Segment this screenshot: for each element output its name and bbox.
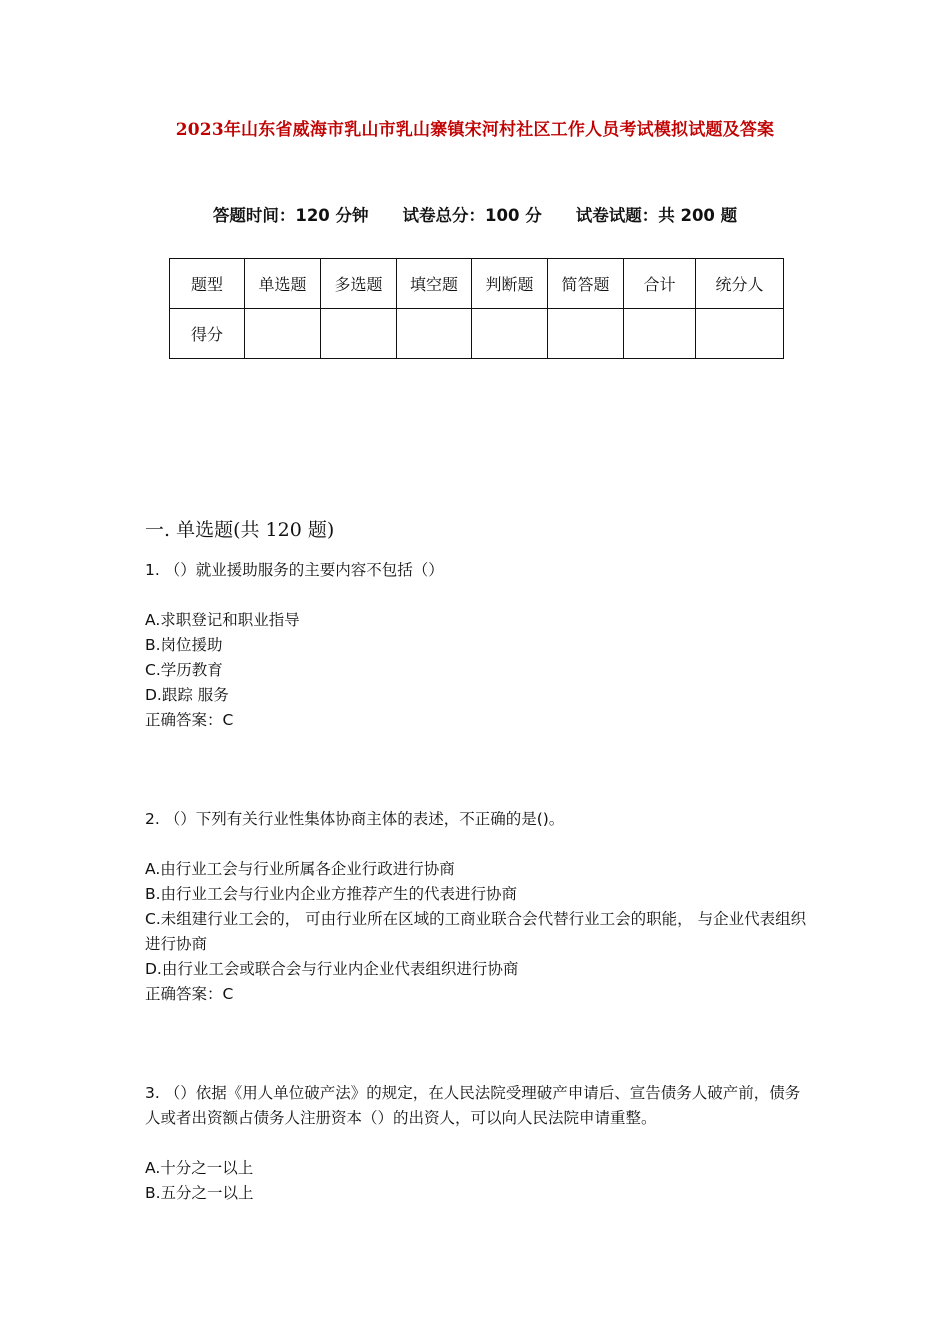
question-stem: 1. （）就业援助服务的主要内容不包括（）: [145, 561, 444, 579]
exam-meta: [0, 202, 950, 226]
score-cell: [624, 309, 696, 359]
correct-answer: 正确答案：C: [145, 711, 234, 729]
score-cell: [548, 309, 624, 359]
header-cell-single: 单选题: [245, 259, 321, 309]
header-cell-scorer: 统分人: [696, 259, 784, 309]
option-a: A.由行业工会与行业所属各企业行政进行协商: [145, 860, 455, 878]
option-b: B.由行业工会与行业内企业方推荐产生的代表进行协商: [145, 885, 518, 903]
question-3: [145, 1081, 810, 1206]
score-cell: [321, 309, 397, 359]
correct-answer: 正确答案：C: [145, 985, 234, 1003]
exam-question-count: 试卷试题：共 200 题: [575, 206, 738, 225]
header-cell-total: 合计: [624, 259, 696, 309]
score-table-header-row: [170, 259, 784, 309]
score-row-label: 得分: [170, 309, 245, 359]
score-cell: [472, 309, 548, 359]
header-cell-judge: 判断题: [472, 259, 548, 309]
header-cell-type: 题型: [170, 259, 245, 309]
option-d: D.跟踪 服务: [145, 686, 229, 704]
section-title: 一. 单选题(共 120 题): [145, 519, 335, 541]
option-a: A.十分之一以上: [145, 1159, 254, 1177]
exam-time: 答题时间：120 分钟: [212, 206, 369, 225]
header-cell-short: 简答题: [548, 259, 624, 309]
score-table: [169, 258, 784, 359]
question-stem: 3. （）依据《用人单位破产法》的规定，在人民法院受理破产申请后、宣告债务人破产前，债务人或者出资额占债务人注册资本（）的出资人，可以向人民法院申请重整。: [145, 1084, 801, 1127]
question-2: [145, 807, 810, 1007]
header-cell-fill: 填空题: [397, 259, 472, 309]
score-cell: [397, 309, 472, 359]
question-1: [145, 558, 810, 733]
score-table-score-row: [170, 309, 784, 359]
option-b: B.岗位援助: [145, 636, 223, 654]
score-cell: [696, 309, 784, 359]
score-cell: [245, 309, 321, 359]
exam-total-score: 试卷总分：100 分: [402, 206, 542, 225]
header-cell-multi: 多选题: [321, 259, 397, 309]
question-stem: 2. （）下列有关行业性集体协商主体的表述，不正确的是()。: [145, 810, 565, 828]
document-title: 2023年山东省威海市乳山市乳山寨镇宋河村社区工作人员考试模拟试题及答案: [175, 120, 775, 140]
option-a: A.求职登记和职业指导: [145, 611, 300, 629]
option-c: C.学历教育: [145, 661, 223, 679]
option-d: D.由行业工会或联合会与行业内企业代表组织进行协商: [145, 960, 519, 978]
option-b: B.五分之一以上: [145, 1184, 254, 1202]
option-c: C.未组建行业工会的， 可由行业所在区域的工商业联合会代替行业工会的职能， 与企业代表组织进行协商: [145, 910, 807, 953]
